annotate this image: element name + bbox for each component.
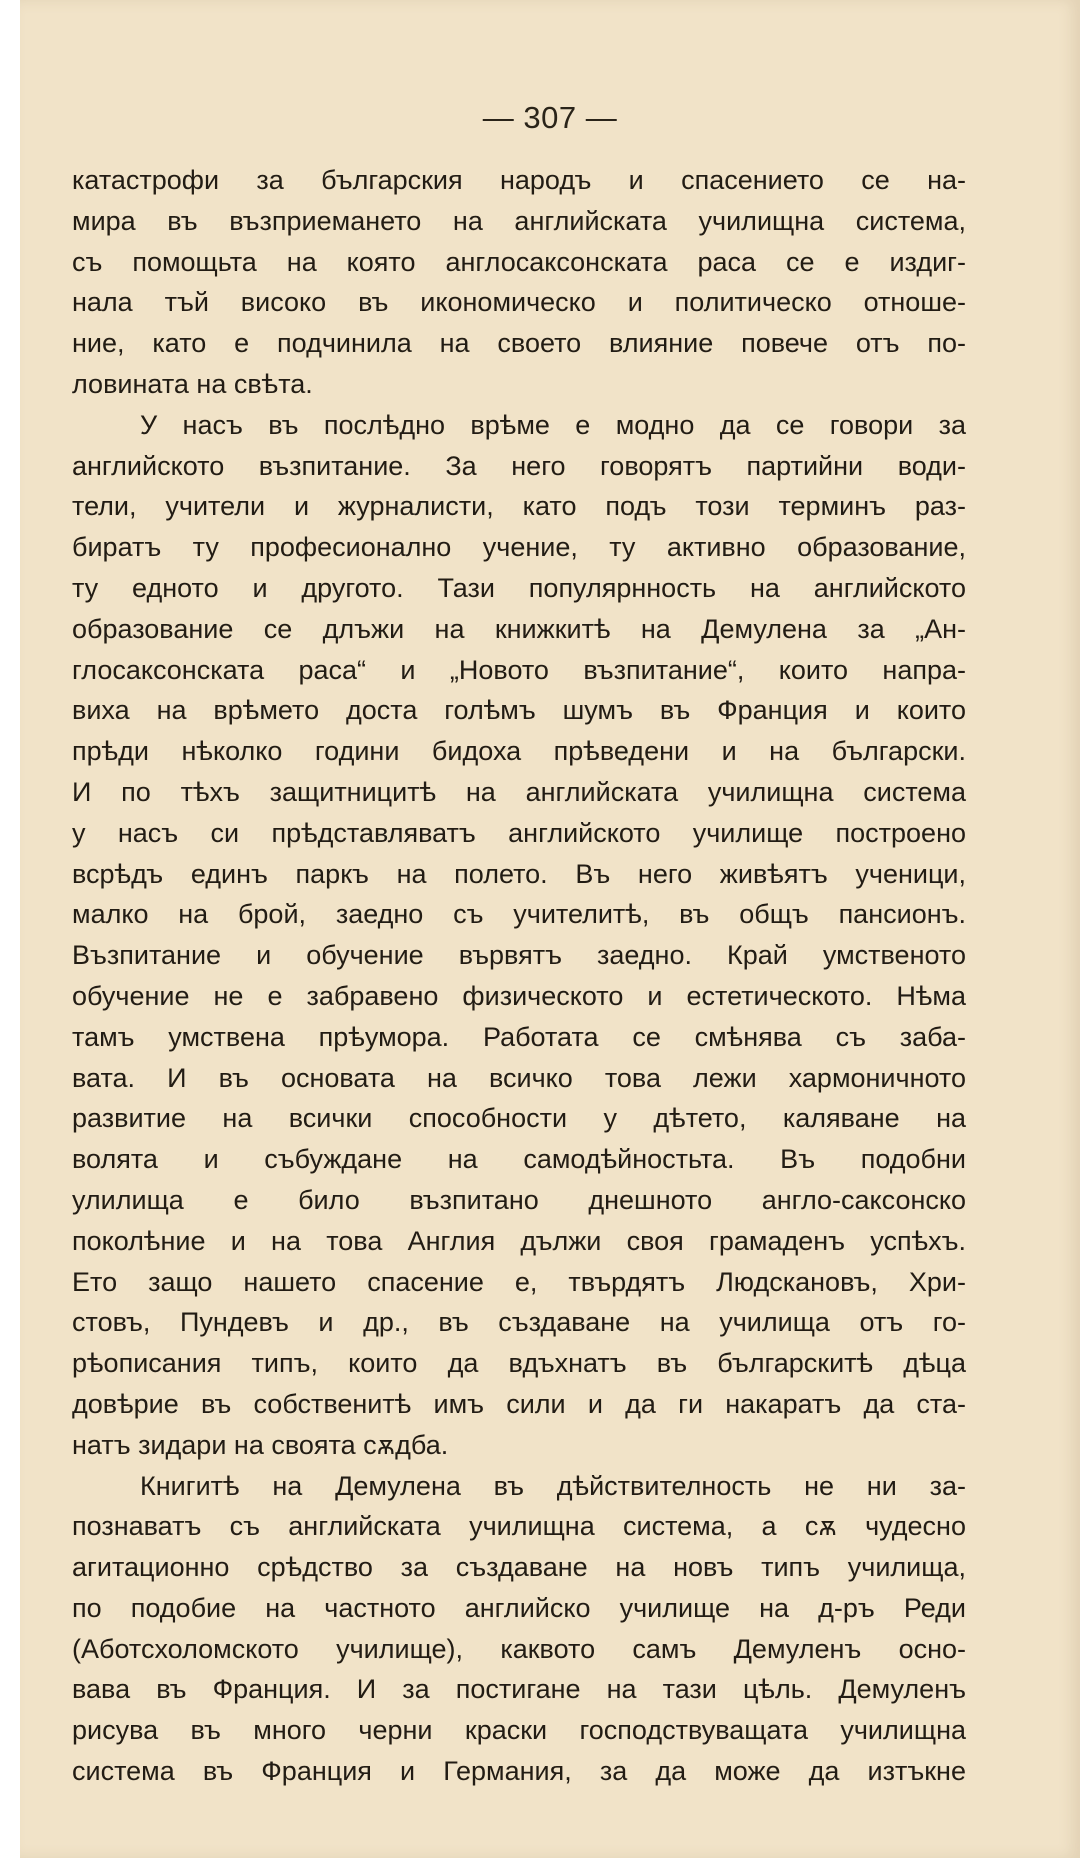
text-line: образование се длъжи на книжкитѣ на Демулена за „Ан-	[72, 613, 966, 644]
text-line: агитационно срѣдство за създаване на новъ типъ училища,	[72, 1552, 966, 1583]
text-line: у насъ си прѣдставляватъ английското училище построено	[72, 817, 966, 848]
text-line: тели, учители и журналисти, като подъ този терминъ раз-	[72, 491, 966, 522]
text-line: обучение не е забравено физическото и естетическото. Нѣма	[72, 980, 966, 1011]
text-line: рисува въ много черни краски господствуващата училищна	[72, 1715, 966, 1746]
paragraph-end-line: ловината на свѣта.	[72, 368, 313, 399]
text-line: И по тѣхъ защитницитѣ на английската училищна система	[72, 776, 966, 807]
text-line: Ето защо нашето спасение е, твърдятъ Людскановъ, Хри-	[72, 1266, 966, 1297]
page-number: — 307 —	[482, 100, 618, 135]
text-line: ту едното и другото. Тази популярнность на английското	[72, 572, 966, 603]
text-line: ние, като е подчинила на своето влияние повече отъ по-	[72, 328, 966, 359]
paragraph-start-line: У насъ въ послѣдно врѣме е модно да се говори за	[140, 409, 966, 440]
text-line: улилища е било възпитано днешното англо-саксонско	[72, 1184, 966, 1215]
text-line: мира въ възприемането на английската училищна система,	[72, 205, 966, 236]
text-line: виха на врѣмето доста голѣмъ шумъ въ Франция и които	[72, 695, 966, 726]
text-line: съ помощьта на която англосаксонската раса се е издиг-	[72, 246, 966, 277]
paragraph-end-line: натъ зидари на своята сѫдба.	[72, 1429, 449, 1460]
text-line: система въ Франция и Германия, за да може да изтъкне	[72, 1756, 966, 1787]
text-line: биратъ ту професионално учение, ту активно образование,	[72, 532, 966, 563]
text-line: прѣди нѣколко години бидоха прѣведени и на български.	[72, 736, 966, 767]
text-line: глосаксонската раса“ и „Новото възпитание“, които напра-	[72, 654, 966, 685]
paragraph-start-line: Книгитѣ на Демулена въ дѣйствителность не ни за-	[140, 1470, 966, 1501]
text-line: по подобие на частното английско училище на д-ръ Реди	[72, 1592, 966, 1623]
page-text-body	[72, 160, 966, 1792]
text-line: тамъ умствена прѣумора. Работата се смѣнява съ заба-	[72, 1021, 966, 1052]
text-line: катастрофи за българския народъ и спасението се на-	[72, 165, 966, 195]
text-line: рѣописания типъ, които да вдъхнатъ въ българскитѣ дѣца	[72, 1348, 966, 1379]
text-line: стовъ, Пундевъ и др., въ създаване на училища отъ го-	[72, 1307, 966, 1338]
text-line: Възпитание и обучение вървятъ заедно. Край умственото	[72, 940, 966, 971]
book-page	[20, 0, 1080, 1858]
text-line: волята и събуждане на самодѣйностьта. Въ подобни	[72, 1144, 966, 1175]
text-line: довѣрие въ собственитѣ имъ сили и да ги накаратъ да ста-	[72, 1388, 966, 1419]
text-line: поколѣние и на това Англия дължи своя грамаденъ успѣхъ.	[72, 1225, 966, 1256]
text-line: английското възпитание. За него говорятъ партийни води-	[72, 450, 966, 481]
text-line: всрѣдъ единъ паркъ на полето. Въ него живѣятъ ученици,	[72, 858, 966, 889]
text-line: малко на брой, заедно съ учителитѣ, въ общъ пансионъ.	[72, 899, 966, 930]
text-line: развитие на всички способности у дѣтето, каляване на	[72, 1103, 966, 1134]
text-line: (Аботсхоломското училище), каквото самъ Демуленъ осно-	[72, 1633, 966, 1664]
text-line: вата. И въ основата на всичко това лежи хармоничното	[72, 1062, 966, 1093]
text-line: нала тъй високо въ икономическо и политическо отноше-	[72, 287, 966, 318]
text-line: познаватъ съ английската училищна система, а сѫ чудесно	[72, 1511, 966, 1542]
text-line: вава въ Франция. И за постигане на тази цѣль. Демуленъ	[72, 1674, 966, 1705]
